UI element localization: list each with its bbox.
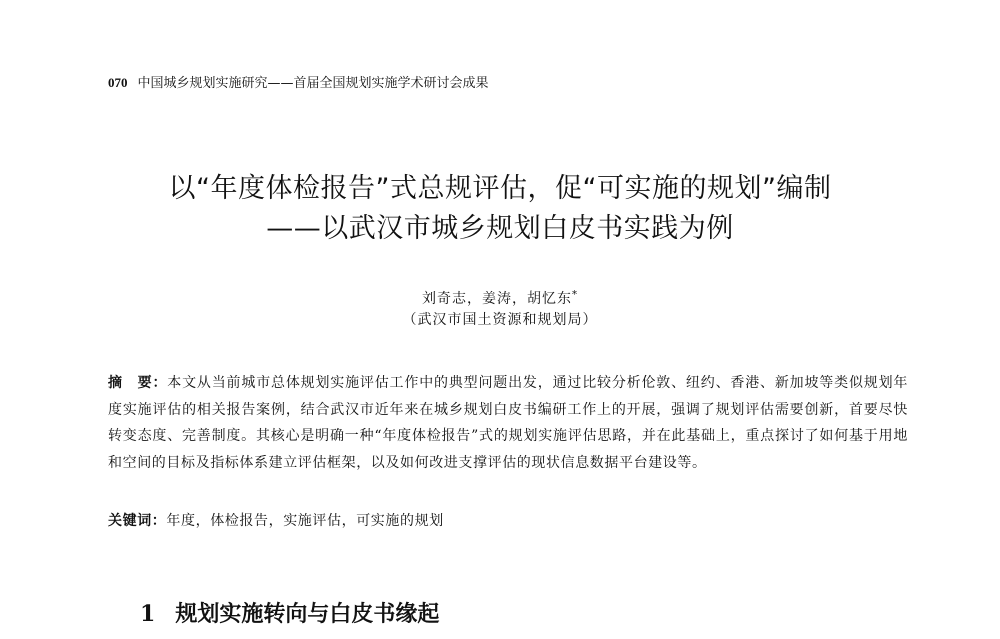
journal-title: 中国城乡规划实施研究——首届全国规划实施学术研讨会成果 [137,76,489,91]
section-title: 规划实施转向与白皮书缘起 [175,601,440,627]
authors: 刘奇志，姜涛，胡忆东 [422,291,572,307]
author-list [0,288,1000,308]
corresponding-author-mark: * [572,289,578,301]
abstract-text: 本文从当前城市总体规划实施评估工作中的典型问题出发，通过比较分析伦敦、纽约、香港、新加坡等类似规划年度实施评估的相关报告案例，结合武汉市近年来在城乡规划白皮书编研工作上的开展，强调了规划评估需要创新，首要尽快转变态度、完善制度。其核心是明确一种“年度体检报告”式的规划实施评估思路，并在此基础上，重点探讨了如何基于用地和空间的目标及指标体系建立评估框架，以及如何改进支撑评估的现状信息数据平台建设等。 [108,375,908,471]
keywords [108,510,444,530]
affiliation: （武汉市国土资源和规划局） [402,312,598,328]
abstract-label: 摘 要： [108,375,168,391]
abstract [108,370,908,476]
section-heading [140,597,439,628]
section-number: 1 [140,601,156,627]
keywords-label: 关键词： [108,513,167,529]
running-header [108,72,489,91]
paper-title-line-1: 以“年度体检报告”式总规评估，促“可实施的规划”编制 [168,173,832,204]
paper-subtitle: ——以武汉市城乡规划白皮书实践为例 [266,213,734,244]
keywords-text: 年度，体检报告，实施评估，可实施的规划 [166,513,444,529]
page-number: 070 [108,75,128,90]
